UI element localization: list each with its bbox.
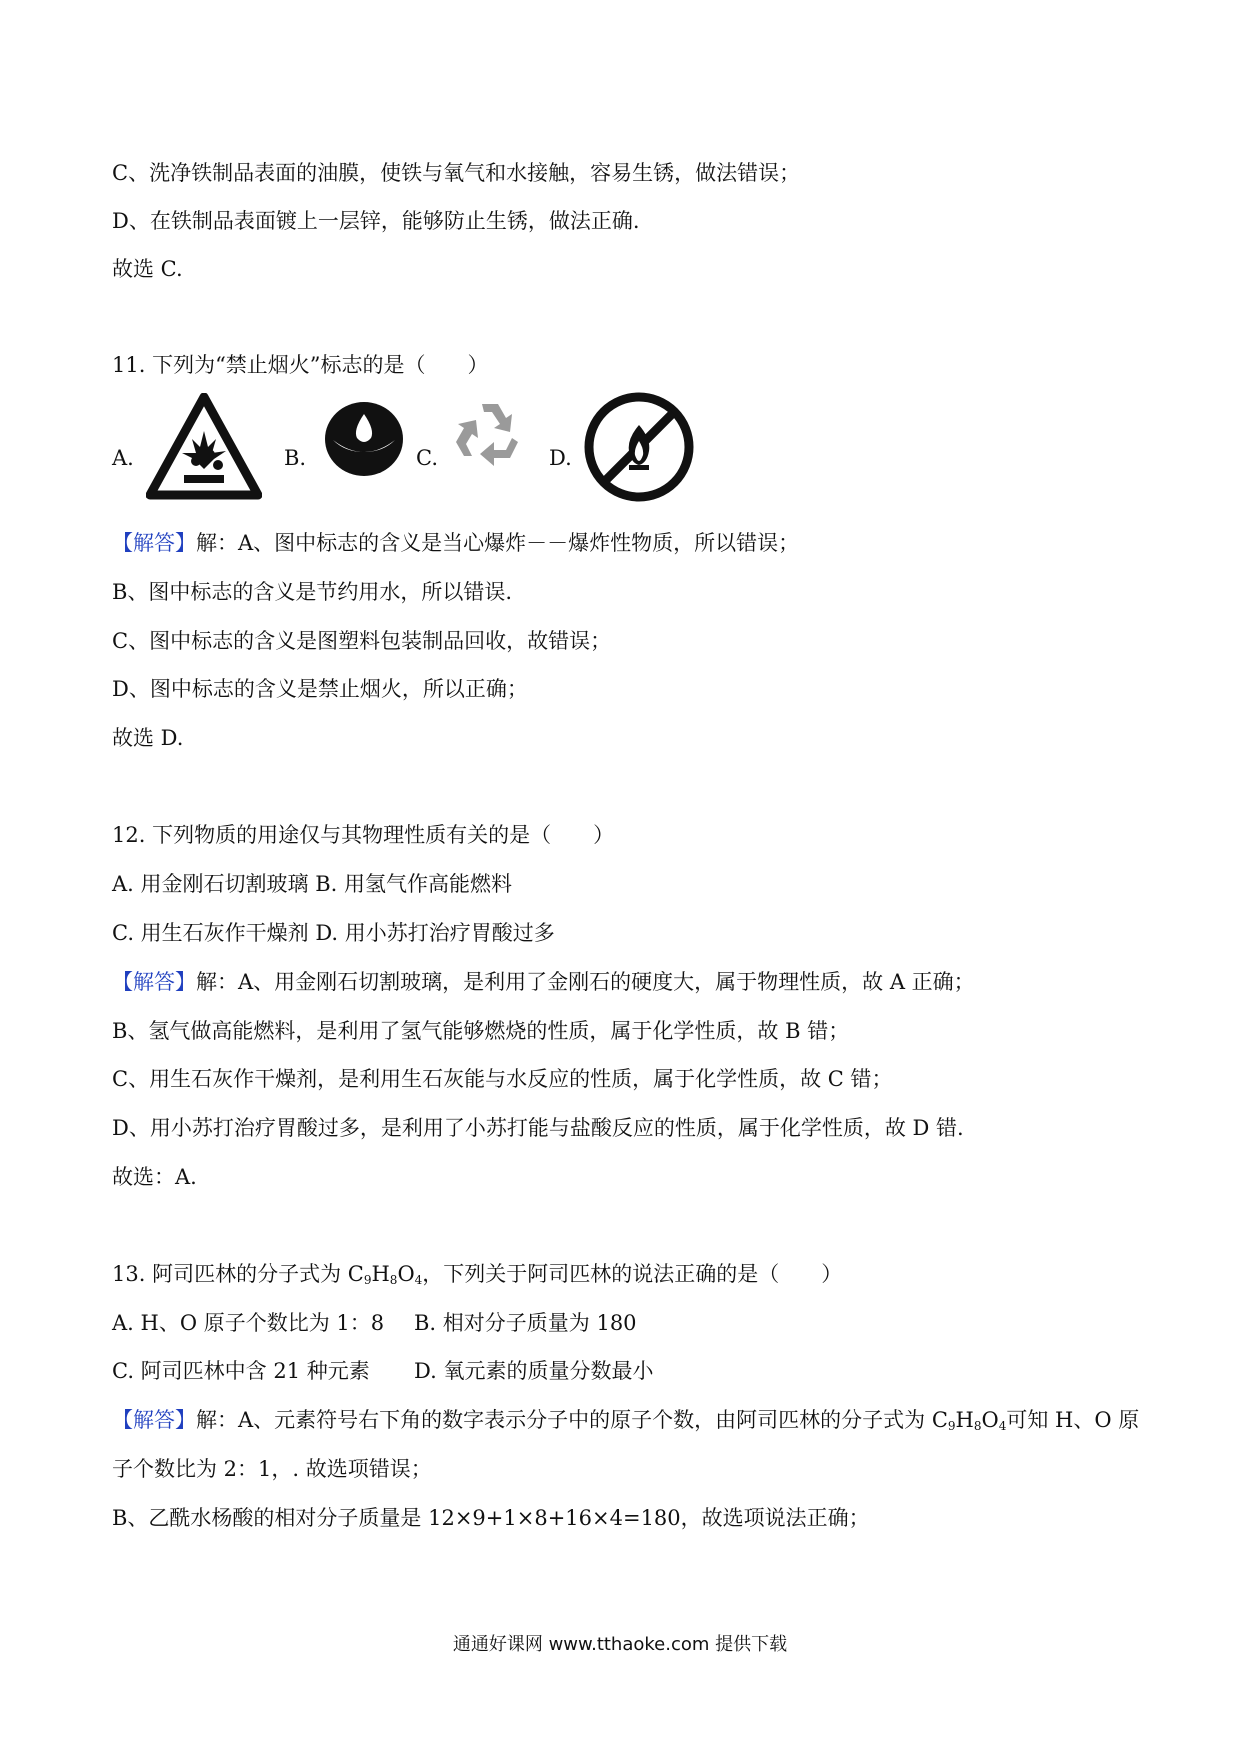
q12-options-cd: C. 用生石灰作干燥剂 D. 用小苏打治疗胃酸过多 (112, 921, 555, 945)
formula-sub: 9 (947, 1419, 956, 1433)
question-text: 13. 阿司匹林的分子式为 C (112, 1262, 364, 1286)
q11-option-b-label: B. (284, 446, 307, 470)
q12-question: 12. 下列物质的用途仅与其物理性质有关的是（ ） (112, 823, 615, 847)
answer-tag: 【解答】 (112, 970, 196, 994)
q10-option-d-explanation: D、在铁制品表面镀上一层锌，能够防止生锈，做法正确. (112, 209, 640, 233)
q13-answer-a (112, 1405, 1139, 1441)
page-footer: 通通好课网 www.tthaoke.com 提供下载 (452, 1634, 788, 1655)
answer-text: 解：A、元素符号右下角的数字表示分子中的原子个数，由阿司匹林的分子式为 C (196, 1408, 948, 1432)
q10-option-c-explanation: C、洗净铁制品表面的油膜，使铁与氧气和水接触，容易生锈，做法错误； (112, 161, 801, 185)
q12-answer-d: D、用小苏打治疗胃酸过多，是利用了小苏打能与盐酸反应的性质，属于化学性质，故 D 错. (112, 1116, 964, 1140)
formula-sub: 4 (998, 1419, 1007, 1433)
q12-answer-b: B、氢气做高能燃料，是利用了氢气能够燃烧的性质，属于化学性质，故 B 错； (112, 1019, 850, 1043)
answer-text: 解：A、用金刚石切割玻璃，是利用了金刚石的硬度大，属于物理性质，故 A 正确； (196, 970, 975, 994)
q12-options-ab: A. 用金刚石切割玻璃 B. 用氢气作高能燃料 (112, 872, 512, 896)
answer-tag: 【解答】 (112, 1408, 196, 1432)
q12-answer-a (112, 967, 975, 997)
q13-option-b: B. 相对分子质量为 180 (414, 1311, 637, 1335)
q11-option-a-label: A. (112, 446, 134, 470)
q13-answer-a-cont: 子个数比为 2：1，. 故选项错误； (112, 1457, 432, 1481)
formula-el: O (397, 1262, 415, 1286)
q11-answer-c: C、图中标志的含义是图塑料包装制品回收，故错误； (112, 629, 612, 653)
q11-answer-d: D、图中标志的含义是禁止烟火，所以正确； (112, 677, 528, 701)
q12-answer-c: C、用生石灰作干燥剂，是利用生石灰能与水反应的性质，属于化学性质，故 C 错； (112, 1067, 893, 1091)
recycle-icon (452, 398, 528, 474)
q11-answer-b: B、图中标志的含义是节约用水，所以错误. (112, 580, 513, 604)
q10-choice: 故选 C. (112, 257, 183, 281)
answer-text: 可知 H、O 原 (1006, 1408, 1140, 1432)
formula-sub: 4 (414, 1273, 423, 1287)
q11-option-c-label: C. (416, 446, 438, 470)
q11-option-d-label: D. (549, 446, 572, 470)
water-saving-icon (323, 400, 405, 478)
q11-answer-a (112, 528, 799, 558)
formula-sub: 9 (363, 1273, 372, 1287)
q11-choice: 故选 D. (112, 726, 184, 750)
answer-tag: 【解答】 (112, 531, 196, 555)
formula-sub: 8 (973, 1419, 982, 1433)
no-fire-icon (583, 391, 695, 503)
explosive-warning-icon (146, 393, 262, 501)
q13-option-a: A. H、O 原子个数比为 1：8 (112, 1311, 385, 1335)
q11-question: 11. 下列为“禁止烟火”标志的是（ ） (112, 353, 489, 377)
q13-option-c: C. 阿司匹林中含 21 种元素 (112, 1359, 370, 1383)
formula-sub: 8 (389, 1273, 398, 1287)
q12-choice: 故选：A. (112, 1165, 197, 1189)
q13-question (112, 1259, 842, 1295)
formula-el: H (371, 1262, 390, 1286)
answer-text: 解：A、图中标志的含义是当心爆炸－－爆炸性物质，所以错误； (196, 531, 800, 555)
q13-answer-b: B、乙酰水杨酸的相对分子质量是 12×9+1×8+16×4=180，故选项说法正确； (112, 1506, 870, 1530)
formula-el: O (981, 1408, 999, 1432)
question-text: ，下列关于阿司匹林的说法正确的是（ ） (422, 1262, 843, 1286)
formula-el: H (955, 1408, 974, 1432)
q13-option-d: D. 氧元素的质量分数最小 (414, 1359, 654, 1383)
